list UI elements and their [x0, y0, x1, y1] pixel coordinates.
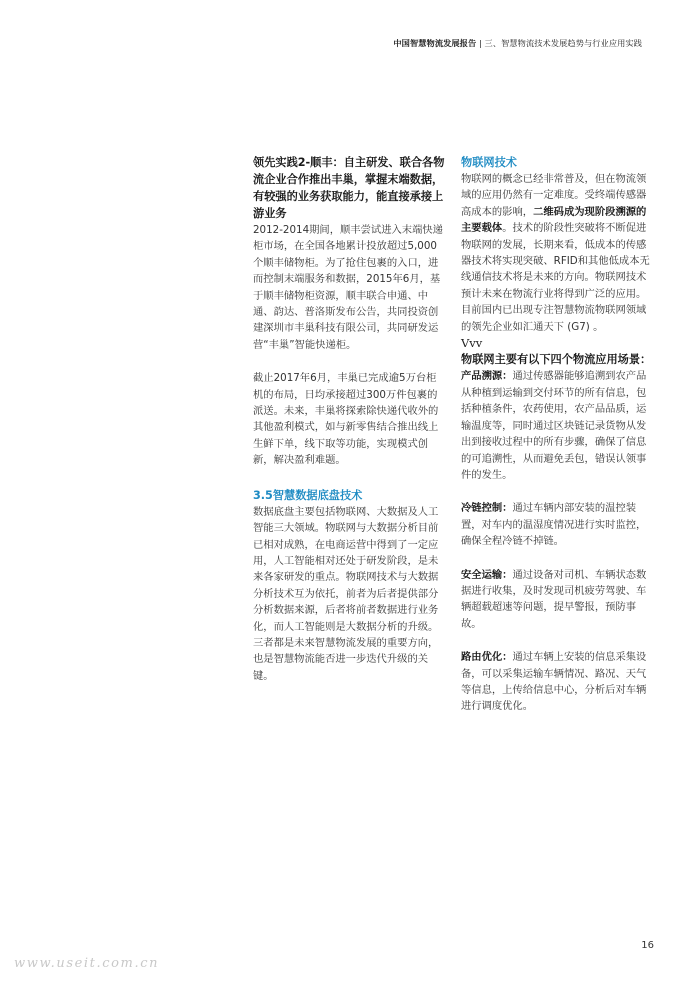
scene-cold-chain: [461, 500, 653, 549]
scene-label: 安全运输：: [461, 568, 513, 581]
scene-text: 通过设备对司机、车辆状态数据进行收集，及时发现司机疲劳驾驶、车辆超载超速等问题，提早警报，预防事故。: [461, 568, 647, 630]
spacer: [253, 469, 445, 487]
report-title: 中国智慧物流发展报告: [393, 38, 477, 48]
scenes-heading: 物联网主要有以下四个物流应用场景：: [461, 353, 652, 367]
scene-label: 路由优化：: [461, 651, 513, 664]
practice-heading: 领先实践2-顺丰：自主研发、联合各物流企业合作推出丰巢，掌握末端数据，有较强的业务获取能力，能直接承接上游业务: [253, 156, 445, 220]
left-column: [253, 154, 445, 684]
page-number: 16: [641, 940, 654, 951]
header-separator: |: [478, 38, 482, 48]
iot-intro-bold: 二维码成为现阶段溯源的主要载体: [461, 205, 647, 235]
iot-intro-part-2: 。技术的阶段性突破将不断促进物联网的发展，长期来看，低成本的传感器技术将实现突破、RFID和其他低成本无线通信技术将是未来的方向。物联网技术预计未来在物流行业将得到广泛的应用。目前国内已出现专注智慧物流物联网领域的领先企业如汇通天下 (G7) 。: [461, 222, 650, 333]
practice-paragraph-2: 截止2017年6月，丰巢已完成逾5万台柜机的布局，日均承接超过300万件包裹的派送。未来，丰巢将探索除快递代收外的其他盈利模式，如与新零售结合推出线上生鲜下单，线下取等功能，实现模式创新，解决盈利难题。: [253, 372, 439, 467]
scene-text: 通过车辆上安装的信息采集设备，可以采集运输车辆情况、路况、天气等信息，上传给信息中心，分析后对车辆进行调度优化。: [461, 651, 647, 713]
iot-intro-part-1: 物联网的概念已经非常普及，但在物流领域的应用仍然有一定难度。受终端传感器高成本的影响，: [461, 173, 647, 218]
spacer: [461, 632, 653, 649]
spacer: [461, 550, 653, 567]
scene-traceability: [461, 368, 653, 483]
section-title: 3.5智慧数据底盘技术: [253, 488, 363, 502]
scene-route-optimization: [461, 649, 653, 715]
header-section: 三、智慧物流技术发展趋势与行业应用实践: [484, 38, 642, 48]
scene-label: 冷链控制：: [461, 502, 513, 515]
stray-text: Vvv: [461, 336, 483, 351]
right-column: [461, 154, 653, 715]
iot-title: 物联网技术: [461, 156, 517, 169]
iot-intro: [461, 171, 653, 335]
scene-label: 产品溯源：: [461, 370, 513, 383]
spacer: [461, 483, 653, 500]
running-header: [393, 38, 642, 49]
spacer: [253, 353, 445, 370]
practice-paragraph-1: 2012-2014期间，顺丰尝试进入末端快递柜市场，在全国各地累计投放超过5,000个顺丰储物柜。为了抢住包裹的入口，进而控制末端服务和数据，2015年6月，基于顺丰储物柜资源，顺丰联合申通、中通、韵达、普洛斯发布公告，共同投资创建深圳市丰巢科技有限公司，共同研发运营“丰巢”智能快递柜。: [253, 224, 443, 351]
section-paragraph: 数据底盘主要包括物联网、大数据及人工智能三大领域。物联网与大数据分析目前已相对成熟，在电商运营中得到了一定应用，人工智能相对还处于研发阶段，是未来各家研发的重点。物联网技术与大数据分析技术互为依托，前者为后者提供部分分析数据来源，后者将前者数据进行业务化，而人工智能则是大数据分析的升级。三者都是未来智慧物流发展的重要方向，也是智慧物流能否进一步迭代升级的关键。: [253, 505, 439, 682]
scene-text: 通过传感器能够追溯到农产品从种植到运输到交付环节的所有信息，包括种植条件，农药使用，农产品品质，运输温度等，同时通过区块链记录货物从发出到接收过程中的所有步骤，确保了信息的可追溯性，从而避免丢包，错误认领事件的发生。: [461, 370, 647, 481]
scene-safe-transport: [461, 567, 653, 633]
watermark: www.useit.com.cn: [14, 956, 160, 971]
scene-text: 通过车辆内部安装的温控装置，对车内的温湿度情况进行实时监控，确保全程冷链不掉链。: [461, 502, 647, 548]
